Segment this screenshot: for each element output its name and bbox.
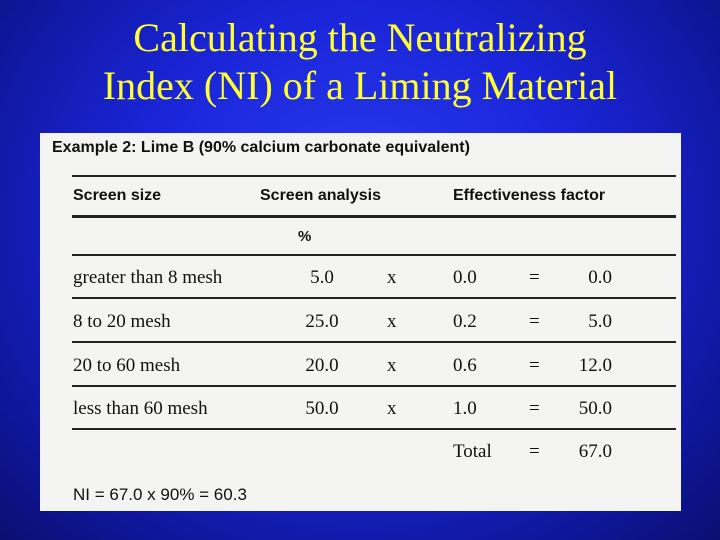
row-result: 50.0: [578, 398, 612, 419]
divider: [72, 385, 676, 387]
row-size: 20 to 60 mesh: [73, 355, 181, 376]
example-heading: Example 2: Lime B (90% calcium carbonate equivalent): [52, 139, 470, 156]
row-equals: =: [529, 311, 540, 332]
divider: [72, 341, 676, 343]
row-factor: 1.0: [453, 398, 477, 419]
ni-formula: NI = 67.0 x 90% = 60.3: [73, 485, 247, 504]
column-header-effectiveness-factor: Effectiveness factor: [453, 187, 606, 204]
row-factor: 0.2: [453, 311, 477, 332]
row-equals: =: [529, 267, 540, 288]
divider: [72, 215, 676, 218]
row-factor: 0.0: [453, 267, 477, 288]
column-header-screen-size: Screen size: [73, 187, 162, 204]
row-analysis: 5.0: [310, 267, 334, 288]
slide-title-line-2: Index (NI) of a Liming Material: [102, 63, 618, 108]
row-factor: 0.6: [453, 355, 477, 376]
row-analysis: 50.0: [305, 398, 339, 419]
row-equals: =: [529, 355, 540, 376]
row-result: 0.0: [588, 267, 612, 288]
total-value: 67.0: [578, 441, 612, 462]
divider: [72, 428, 676, 430]
column-header-screen-analysis: Screen analysis: [260, 187, 381, 204]
row-multiply: x: [387, 398, 397, 419]
row-result: 5.0: [588, 311, 612, 332]
total-label: Total: [453, 441, 492, 462]
row-multiply: x: [387, 311, 397, 332]
divider: [72, 175, 676, 177]
row-size: 8 to 20 mesh: [73, 311, 171, 332]
row-multiply: x: [387, 267, 397, 288]
divider: [72, 297, 676, 299]
row-size: less than 60 mesh: [73, 398, 208, 419]
row-analysis: 25.0: [305, 311, 339, 332]
row-equals: =: [529, 398, 540, 419]
row-analysis: 20.0: [305, 355, 339, 376]
total-equals: =: [529, 441, 540, 462]
slide-title: [0, 14, 720, 110]
unit-label: %: [298, 228, 312, 245]
row-multiply: x: [387, 355, 397, 376]
slide-title-line-1: Calculating the Neutralizing: [133, 15, 587, 60]
row-size: greater than 8 mesh: [73, 267, 223, 288]
row-result: 12.0: [578, 355, 612, 376]
divider: [72, 254, 676, 256]
document-scan: [40, 133, 681, 511]
